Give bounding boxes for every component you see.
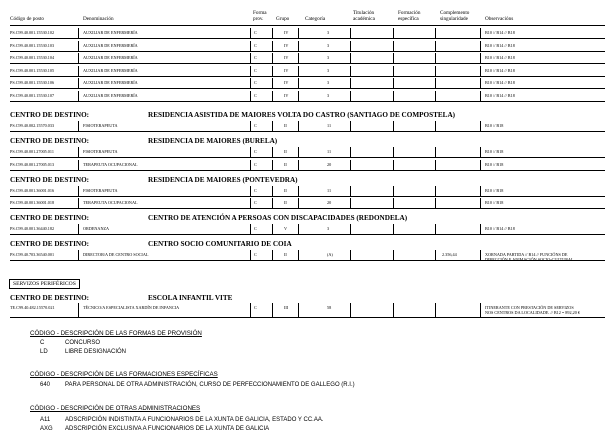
row-rule <box>10 170 605 171</box>
cell-code: PS.C99.40.703.36540.001 <box>10 252 55 257</box>
code-key: LD <box>40 349 48 355</box>
column-rule <box>435 147 436 157</box>
cell-code: PS.C99.40.001.15530.104 <box>10 55 55 60</box>
column-rule <box>435 41 436 51</box>
column-rule <box>250 250 251 260</box>
cell-categoria: 11 <box>327 187 332 193</box>
table-row <box>0 66 615 76</box>
row-rule <box>10 51 605 52</box>
code-key: C <box>40 340 45 346</box>
column-rule <box>350 147 351 157</box>
column-rule <box>350 66 351 76</box>
column-rule <box>272 28 273 38</box>
column-rule <box>298 147 299 157</box>
center-name: RESIDENCIA DE MAIORES (BURELA) <box>148 137 278 145</box>
cell-categoria: 3 <box>327 30 330 35</box>
center-label: CENTRO DE DESTINO: <box>10 175 90 184</box>
code-key: A11 <box>40 417 51 423</box>
code-value: ADSCRIPCIÓN INDISTINTA A FUNCIONARIOS DE LA XUNTA DE GALICIA, ESTADO Y CC.AA. <box>65 417 324 423</box>
code-key: 640 <box>40 382 51 388</box>
code-value: PARA PERSONAL DE OTRA ADMINISTRACIÓN, CURSO DE PERFECCIONAMIENTO DE GALLEGO (R.I.) <box>65 382 355 388</box>
column-rule <box>393 78 394 88</box>
column-rule <box>435 121 436 131</box>
cell-code: PS.C99.40.001.15530.105 <box>10 67 55 73</box>
center-name: RESIDENCIA DE MAIORES (PONTEVEDRA) <box>148 175 298 184</box>
column-rule <box>272 66 273 76</box>
column-rule <box>480 198 481 208</box>
column-rule <box>298 41 299 51</box>
cell-forma: C <box>254 42 257 48</box>
column-rule <box>250 41 251 51</box>
column-rule <box>350 160 351 170</box>
row-rule <box>10 63 605 64</box>
column-rule <box>480 121 481 131</box>
column-rule <box>298 186 299 196</box>
column-rule <box>272 78 273 88</box>
column-rule <box>350 41 351 51</box>
column-rule <box>350 186 351 196</box>
cell-forma: C <box>254 30 257 35</box>
cell-grupo: V <box>284 226 288 231</box>
column-rule <box>272 41 273 51</box>
cell-denominacion: TERAPEUTA OCUPACIONAL <box>83 200 138 205</box>
cell-categoria: 58 <box>327 305 332 310</box>
column-rule <box>78 250 79 260</box>
table-row <box>0 28 615 38</box>
cell-forma: C <box>254 92 257 98</box>
cell-grupo: IV <box>284 55 289 60</box>
cell-forma: C <box>254 200 257 205</box>
cell-observaciones: B10 // B18 <box>485 187 504 193</box>
column-rule <box>393 28 394 38</box>
cell-grupo: II <box>284 187 287 193</box>
column-rule <box>298 224 299 234</box>
cell-grupo: IV <box>284 80 289 85</box>
codes-formaciones-title: CÓDIGO - DESCRIPCIÓN DE LAS FORMACIONES ESPECÍFICAS <box>30 371 218 378</box>
column-rule <box>78 224 79 234</box>
cell-observaciones: B10 // B14 // B18 <box>485 42 515 48</box>
cell-observaciones: B10 // B14 // B18 <box>485 30 515 35</box>
cell-forma: C <box>254 252 257 257</box>
cell-denominacion: AUXILIAR DE ENFERMERÍA <box>83 67 138 73</box>
column-rule <box>393 147 394 157</box>
cell-observaciones: B10 // B18 <box>485 123 504 128</box>
header-complemento: Complemento singularidade <box>440 10 470 22</box>
cell-denominacion: TÉCNICO/A ESPECIALISTA XARDÍN DE INFANCIA <box>83 305 180 310</box>
center-label: CENTRO DE DESTINO: <box>10 214 90 222</box>
column-rule <box>350 91 351 101</box>
column-rule <box>298 91 299 101</box>
codes-administraciones-title: CÓDIGO - DESCRIPCIÓN DE OTRAS ADMINISTRACIONES <box>30 405 201 412</box>
column-rule <box>250 198 251 208</box>
cell-grupo: II <box>284 200 287 205</box>
cell-forma: C <box>254 161 257 167</box>
row-rule <box>10 260 605 261</box>
column-rule <box>350 224 351 234</box>
column-rule <box>393 224 394 234</box>
column-rule <box>298 66 299 76</box>
column-rule <box>298 78 299 88</box>
row-rule <box>10 131 605 132</box>
center-name: RESIDENCIA ASISTIDA DE MAIORES VOLTA DO CASTRO (SANTIAGO DE COMPOSTELA) <box>148 111 456 119</box>
column-rule <box>350 28 351 38</box>
cell-complemento: 2.356,44 <box>442 252 457 257</box>
center-label: CENTRO DE DESTINO: <box>10 240 90 248</box>
cell-forma: C <box>254 123 257 128</box>
row-rule <box>10 157 605 158</box>
row-rule <box>10 196 605 197</box>
column-rule <box>393 198 394 208</box>
column-rule <box>480 66 481 76</box>
cell-grupo: IV <box>284 67 289 73</box>
cell-forma: C <box>254 187 257 193</box>
column-rule <box>272 250 273 260</box>
column-rule <box>480 250 481 260</box>
header-categoria: Categoría <box>305 16 326 22</box>
cell-code: PS.C99.40.001.36440.182 <box>10 226 55 231</box>
cell-grupo: II <box>284 123 287 128</box>
column-rule <box>435 66 436 76</box>
row-rule <box>10 101 605 102</box>
row-rule <box>10 76 605 77</box>
cell-observaciones: B10 // B14 // B18 <box>485 80 515 85</box>
table-row <box>0 147 615 157</box>
column-rule <box>78 66 79 76</box>
column-rule <box>272 91 273 101</box>
cell-forma: C <box>254 80 257 85</box>
cell-grupo: IV <box>284 30 289 35</box>
table-row <box>0 121 615 131</box>
cell-grupo: IV <box>284 42 289 48</box>
column-rule <box>78 186 79 196</box>
header-forma: Forma prov. <box>253 10 267 22</box>
row-rule <box>10 38 605 39</box>
center-label: CENTRO DE DESTINO: <box>10 111 90 119</box>
cell-denominacion: DIRECTOR/A DE CENTRO SOCIAL <box>83 252 149 257</box>
cell-forma: C <box>254 149 257 154</box>
column-rule <box>480 78 481 88</box>
column-rule <box>393 53 394 63</box>
column-rule <box>350 53 351 63</box>
cell-denominacion: FISIOTERAPEUTA <box>83 123 118 128</box>
column-rule <box>393 41 394 51</box>
column-rule <box>250 303 251 317</box>
column-rule <box>250 28 251 38</box>
cell-forma: C <box>254 67 257 73</box>
column-rule <box>350 303 351 317</box>
column-rule <box>435 160 436 170</box>
column-rule <box>272 53 273 63</box>
cell-grupo: IV <box>284 92 289 98</box>
cell-forma: C <box>254 226 257 231</box>
column-rule <box>78 28 79 38</box>
column-rule <box>393 160 394 170</box>
cell-denominacion: FISIOTERAPEUTA <box>83 187 118 193</box>
cell-grupo: II <box>284 161 287 167</box>
column-rule <box>350 198 351 208</box>
header-observaciones: Observacións <box>485 16 514 22</box>
table-row <box>0 41 615 51</box>
column-rule <box>298 198 299 208</box>
column-rule <box>435 198 436 208</box>
table-row <box>0 78 615 88</box>
header-rule <box>10 25 605 26</box>
column-rule <box>435 78 436 88</box>
column-rule <box>435 91 436 101</box>
column-rule <box>393 121 394 131</box>
column-rule <box>480 28 481 38</box>
cell-denominacion: TERAPEUTA OCUPACIONAL <box>83 161 138 167</box>
cell-categoria: 3 <box>327 42 330 48</box>
column-rule <box>435 250 436 260</box>
column-rule <box>480 41 481 51</box>
column-rule <box>350 250 351 260</box>
column-rule <box>393 91 394 101</box>
center-name: ESCOLA INFANTIL VITE <box>148 294 233 302</box>
cell-categoria: 3 <box>327 55 330 60</box>
cell-categoria: 11 <box>327 149 332 154</box>
column-rule <box>393 186 394 196</box>
column-rule <box>435 303 436 317</box>
cell-denominacion: AUXILIAR DE ENFERMERÍA <box>83 30 138 35</box>
header-codigo: Código de posto <box>10 16 45 22</box>
cell-observaciones: B10 // B14 // B18 <box>485 67 515 73</box>
column-rule <box>298 121 299 131</box>
column-rule <box>78 303 79 317</box>
cell-grupo: III <box>284 305 289 310</box>
cell-categoria: 20 <box>327 200 332 205</box>
column-rule <box>480 186 481 196</box>
cell-observaciones: ITINERANTE CON PRESTACIÓN DE SERVIZOS NOS CENTROS DA LOCALIDADE. // B12 = 892,20 € <box>485 305 580 315</box>
column-rule <box>393 250 394 260</box>
row-rule <box>10 234 605 235</box>
center-name: CENTRO DE ATENCIÓN A PERSOAS CON DISCAPACIDADES (REDONDELA) <box>148 214 408 222</box>
code-value: CONCURSO <box>65 340 101 346</box>
cell-observaciones: B10 // B14 // B18 <box>485 226 515 231</box>
column-rule <box>250 224 251 234</box>
column-rule <box>78 53 79 63</box>
column-rule <box>350 121 351 131</box>
cell-code: PS.C99.40.001.27005.013 <box>10 161 55 167</box>
cell-categoria: 11 <box>327 123 332 128</box>
table-row <box>0 303 615 317</box>
column-rule <box>272 224 273 234</box>
table-row <box>0 186 615 196</box>
column-rule <box>272 303 273 317</box>
column-rule <box>78 147 79 157</box>
column-rule <box>435 28 436 38</box>
header-formacion: Formación específica <box>398 10 421 22</box>
table-row <box>0 91 615 101</box>
column-rule <box>78 160 79 170</box>
cell-categoria: 3 <box>327 80 330 85</box>
cell-categoria: 3 <box>327 67 330 73</box>
row-rule <box>10 317 605 318</box>
column-rule <box>272 121 273 131</box>
cell-code: PS.C99.40.001.15530.102 <box>10 30 55 35</box>
code-value: ADSCRIPCIÓN EXCLUSIVA A FUNCIONARIOS DE LA XUNTA DE GALICIA <box>65 426 270 432</box>
code-key: AXG <box>40 426 53 432</box>
servizos-perifericos-box: SERVIZOS PERIFÉRICOS <box>9 279 80 289</box>
column-rule <box>298 28 299 38</box>
cell-code: PS.C99.40.001.36001.016 <box>10 187 55 193</box>
column-rule <box>250 78 251 88</box>
header-denominacion: Denominación <box>83 16 114 22</box>
cell-categoria: 20 <box>327 161 332 167</box>
cell-code: PS.C99.40.001.15530.107 <box>10 92 55 98</box>
code-value: LIBRE DESIGNACIÓN <box>65 349 127 355</box>
cell-denominacion: ORDENANZA <box>83 226 110 231</box>
column-rule <box>250 186 251 196</box>
cell-denominacion: AUXILIAR DE ENFERMERÍA <box>83 42 138 48</box>
table-row <box>0 224 615 234</box>
column-rule <box>78 91 79 101</box>
row-rule <box>10 88 605 89</box>
center-name: CENTRO SOCIO COMUNITARIO DE COIA <box>148 240 292 248</box>
column-rule <box>250 66 251 76</box>
column-rule <box>480 224 481 234</box>
cell-observaciones: B10 // B18 <box>485 149 504 154</box>
center-label: CENTRO DE DESTINO: <box>10 137 90 145</box>
cell-denominacion: AUXILIAR DE ENFERMERÍA <box>83 55 138 60</box>
cell-denominacion: FISIOTERAPEUTA <box>83 149 118 154</box>
table-row <box>0 198 615 208</box>
column-rule <box>78 78 79 88</box>
column-rule <box>78 121 79 131</box>
column-rule <box>435 224 436 234</box>
cell-grupo: II <box>284 149 287 154</box>
column-rule <box>393 303 394 317</box>
cell-observaciones: B10 // B18 <box>485 200 504 205</box>
column-rule <box>298 250 299 260</box>
header-grupo: Grupo <box>276 16 290 22</box>
column-rule <box>480 160 481 170</box>
column-rule <box>250 53 251 63</box>
column-rule <box>272 147 273 157</box>
cell-grupo: II <box>284 252 287 257</box>
cell-code: PS.C99.40.001.15530.106 <box>10 80 55 85</box>
header-titulacion: Titulación académica <box>353 10 375 22</box>
column-rule <box>298 53 299 63</box>
cell-denominacion: AUXILIAR DE ENFERMERÍA <box>83 80 138 85</box>
row-rule <box>10 208 605 209</box>
center-label: CENTRO DE DESTINO: <box>10 294 90 302</box>
cell-categoria: 3 <box>327 226 330 231</box>
table-row <box>0 250 615 260</box>
column-rule <box>435 186 436 196</box>
column-rule <box>480 53 481 63</box>
column-rule <box>393 66 394 76</box>
table-row <box>0 53 615 63</box>
column-rule <box>480 147 481 157</box>
cell-forma: C <box>254 55 257 60</box>
codes-provision-title: CÓDIGO - DESCRIPCIÓN DE LAS FORMAS DE PROVISIÓN <box>30 330 202 337</box>
column-rule <box>298 303 299 317</box>
column-rule <box>78 41 79 51</box>
column-rule <box>78 198 79 208</box>
column-rule <box>250 121 251 131</box>
column-rule <box>272 160 273 170</box>
cell-code: TE.C99.40.482.15570.021 <box>10 305 55 310</box>
cell-code: PS.C99.40.001.15530.103 <box>10 42 55 48</box>
column-rule <box>250 147 251 157</box>
column-rule <box>298 160 299 170</box>
column-rule <box>435 53 436 63</box>
column-rule <box>272 198 273 208</box>
column-rule <box>480 303 481 317</box>
cell-forma: C <box>254 305 257 310</box>
cell-code: PS.C99.40.001.27005.011 <box>10 149 54 154</box>
cell-code: PS.C99.40.001.36001.018 <box>10 200 55 205</box>
cell-observaciones: B10 // B14 // B18 <box>485 55 515 60</box>
cell-code: PS.C99.40.002.15570.033 <box>10 123 55 128</box>
cell-observaciones: B10 // B18 <box>485 161 504 167</box>
column-rule <box>250 160 251 170</box>
cell-categoria: 3 <box>327 92 330 98</box>
column-rule <box>350 78 351 88</box>
cell-denominacion: AUXILIAR DE ENFERMERÍA <box>83 92 138 98</box>
cell-categoria: (A) <box>327 252 333 257</box>
column-rule <box>250 91 251 101</box>
table-row <box>0 160 615 170</box>
cell-observaciones: B10 // B14 // B18 <box>485 92 515 98</box>
column-rule <box>272 186 273 196</box>
column-rule <box>480 91 481 101</box>
cell-observaciones: XORNADA PARTIDA // B14 // FUNCIÓNS DE DIRECCIÓN E ANIMACIÓN SOCIO-CULTURAL <box>485 252 574 262</box>
